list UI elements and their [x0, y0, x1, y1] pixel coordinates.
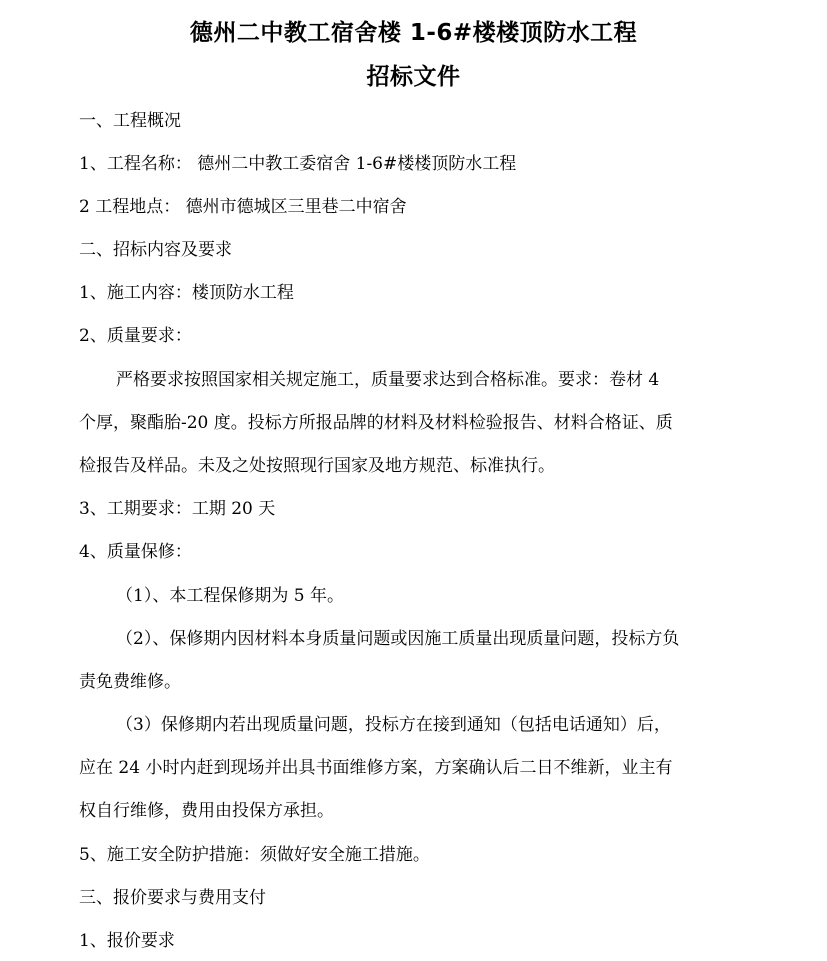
section-heading-pricing: 三、报价要求与费用支付	[79, 888, 266, 908]
schedule-requirement-line: 3、工期要求：工期 20 天	[79, 499, 276, 519]
project-name-line: 1、工程名称： 德州二中教工委宿舍 1-6#楼楼顶防水工程	[79, 154, 517, 174]
section-heading-overview: 一、工程概况	[79, 111, 181, 131]
document-subtitle: 招标文件	[366, 64, 461, 90]
safety-measures-line: 5、施工安全防护措施：须做好安全施工措施。	[79, 845, 430, 865]
section-heading-scope: 二、招标内容及要求	[79, 240, 232, 260]
warranty-item-1: （1）、本工程保修期为 5 年。	[116, 586, 344, 606]
paragraph-line: 责免费维修。	[79, 672, 181, 692]
quality-requirement-heading: 2、质量要求：	[79, 326, 192, 346]
warranty-item-2: （2）、保修期内因材料本身质量问题或因施工质量出现质量问题，投标方负	[116, 629, 680, 649]
pricing-requirement-heading: 1、报价要求	[79, 931, 175, 951]
paragraph-line: 严格要求按照国家相关规定施工，质量要求达到合格标准。要求：卷材 4	[116, 370, 660, 390]
project-location-line: 2 工程地点： 德州市德城区三里巷二中宿舍	[79, 197, 407, 217]
paragraph-line: 个厚，聚酯胎-20 度。投标方所报品牌的材料及材料检验报告、材料合格证、质	[79, 413, 673, 433]
paragraph-line: 应在 24 小时内赶到现场并出具书面维修方案，方案确认后二日不维新，业主有	[79, 758, 673, 778]
paragraph-line: 权自行维修，费用由投保方承担。	[79, 801, 334, 821]
construction-content-line: 1、施工内容：楼顶防水工程	[79, 283, 294, 303]
warranty-item-3: （3）保修期内若出现质量问题，投标方在接到通知（包括电话通知）后，	[116, 715, 671, 735]
paragraph-line: 检报告及样品。未及之处按照现行国家及地方规范、标准执行。	[79, 456, 555, 476]
warranty-heading: 4、质量保修：	[79, 542, 192, 562]
document-title: 德州二中教工宿舍楼 1-6#楼楼顶防水工程	[189, 20, 638, 46]
